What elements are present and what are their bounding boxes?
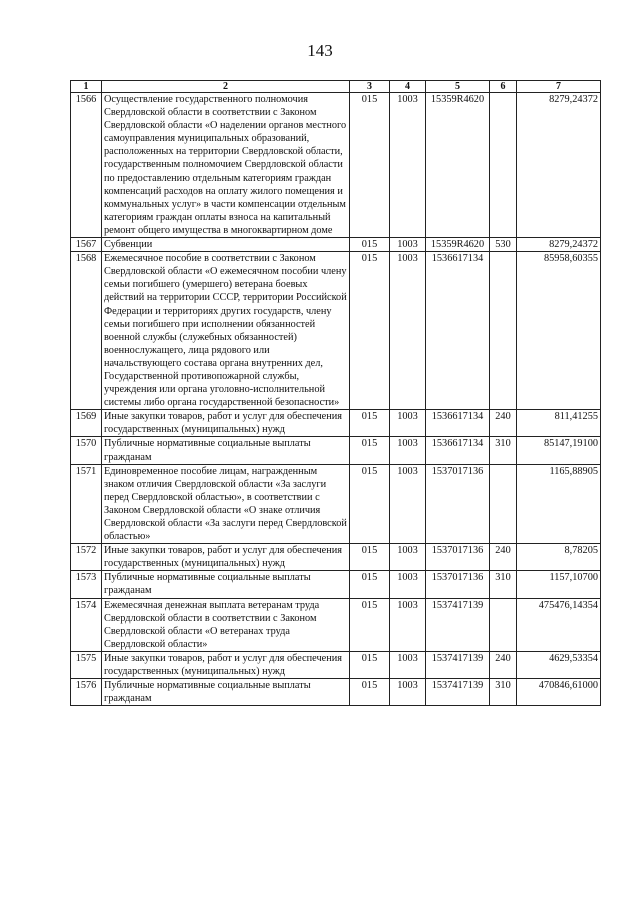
table-row (71, 238, 601, 252)
row-section-code: 1003 (390, 410, 426, 437)
row-amount: 8279,24372 (517, 238, 601, 252)
row-ministry-code: 015 (350, 544, 390, 571)
row-section-code: 1003 (390, 651, 426, 678)
table-row (71, 252, 601, 410)
row-target-code: 1537417139 (426, 651, 490, 678)
row-number: 1572 (71, 544, 102, 571)
col-header-1: 1 (71, 81, 102, 93)
row-name: Единовременное пособие лицам, награжденным знаком отличия Свердловской области «За заслуги перед Свердловской областью», в соответствии с Законом Свердловской области «О знаке отличия Свердловской области «За заслуги перед Свердловской областью» (102, 464, 350, 544)
row-name: Субвенции (102, 238, 350, 252)
row-name: Публичные нормативные социальные выплаты гражданам (102, 679, 350, 706)
row-section-code: 1003 (390, 93, 426, 238)
row-target-code: 1536617134 (426, 437, 490, 464)
row-number: 1575 (71, 651, 102, 678)
row-target-code: 1537017136 (426, 544, 490, 571)
table-row (71, 464, 601, 544)
row-target-code: 1537417139 (426, 598, 490, 651)
budget-table (70, 80, 601, 706)
row-section-code: 1003 (390, 571, 426, 598)
row-expense-type (490, 93, 517, 238)
table-row (71, 571, 601, 598)
row-section-code: 1003 (390, 679, 426, 706)
row-target-code: 1537417139 (426, 679, 490, 706)
row-number: 1566 (71, 93, 102, 238)
row-name: Иные закупки товаров, работ и услуг для обеспечения государственных (муниципальных) нужд (102, 410, 350, 437)
row-amount: 811,41255 (517, 410, 601, 437)
row-amount: 1165,88905 (517, 464, 601, 544)
row-target-code: 15359R4620 (426, 93, 490, 238)
row-name: Иные закупки товаров, работ и услуг для обеспечения государственных (муниципальных) нужд (102, 651, 350, 678)
row-amount: 8,78205 (517, 544, 601, 571)
row-section-code: 1003 (390, 544, 426, 571)
row-ministry-code: 015 (350, 238, 390, 252)
row-expense-type (490, 252, 517, 410)
row-target-code: 15359R4620 (426, 238, 490, 252)
row-section-code: 1003 (390, 437, 426, 464)
row-expense-type: 310 (490, 679, 517, 706)
row-section-code: 1003 (390, 464, 426, 544)
row-number: 1570 (71, 437, 102, 464)
row-number: 1576 (71, 679, 102, 706)
row-amount: 470846,61000 (517, 679, 601, 706)
row-expense-type: 310 (490, 571, 517, 598)
row-ministry-code: 015 (350, 598, 390, 651)
table-row (71, 598, 601, 651)
row-ministry-code: 015 (350, 252, 390, 410)
row-ministry-code: 015 (350, 571, 390, 598)
table-row (71, 651, 601, 678)
col-header-5: 5 (426, 81, 490, 93)
row-expense-type: 240 (490, 410, 517, 437)
row-amount: 4629,53354 (517, 651, 601, 678)
row-expense-type: 310 (490, 437, 517, 464)
row-ministry-code: 015 (350, 679, 390, 706)
row-number: 1573 (71, 571, 102, 598)
row-ministry-code: 015 (350, 464, 390, 544)
row-target-code: 1537017136 (426, 571, 490, 598)
row-number: 1574 (71, 598, 102, 651)
col-header-2: 2 (102, 81, 350, 93)
row-ministry-code: 015 (350, 651, 390, 678)
row-name: Ежемесячная денежная выплата ветеранам труда Свердловской области в соответствии с Законом Свердловской области «О ветеранах труда Свердловской области» (102, 598, 350, 651)
row-expense-type (490, 464, 517, 544)
table-row (71, 437, 601, 464)
table-row (71, 410, 601, 437)
row-ministry-code: 015 (350, 93, 390, 238)
row-expense-type: 240 (490, 651, 517, 678)
header-row (71, 81, 601, 93)
row-amount: 1157,10700 (517, 571, 601, 598)
col-header-3: 3 (350, 81, 390, 93)
row-number: 1567 (71, 238, 102, 252)
page-number: 143 (307, 41, 333, 60)
row-ministry-code: 015 (350, 410, 390, 437)
col-header-7: 7 (517, 81, 601, 93)
row-target-code: 1537017136 (426, 464, 490, 544)
table-row (71, 679, 601, 706)
row-section-code: 1003 (390, 252, 426, 410)
row-name: Публичные нормативные социальные выплаты гражданам (102, 437, 350, 464)
row-target-code: 1536617134 (426, 252, 490, 410)
row-target-code: 1536617134 (426, 410, 490, 437)
row-amount: 8279,24372 (517, 93, 601, 238)
row-amount: 85147,19100 (517, 437, 601, 464)
row-number: 1571 (71, 464, 102, 544)
row-expense-type: 530 (490, 238, 517, 252)
row-name: Осуществление государственного полномочия Свердловской области в соответствии с Законом Свердловской области «О наделении органов местного самоуправления муниципальных образований, расположенных на территории Свердловской области, государственным полномочием Свердловской области по предоставлению отдельным категориям граждан компенсаций расходов на оплату жилого помещения и коммунальных услуг» в части компенсации отдельным категориям граждан оплаты взноса на капитальный ремонт общего имущества в многоквартирном доме (102, 93, 350, 238)
col-header-6: 6 (490, 81, 517, 93)
row-section-code: 1003 (390, 598, 426, 651)
table-row (71, 544, 601, 571)
row-expense-type: 240 (490, 544, 517, 571)
row-name: Иные закупки товаров, работ и услуг для обеспечения государственных (муниципальных) нужд (102, 544, 350, 571)
row-amount: 475476,14354 (517, 598, 601, 651)
row-section-code: 1003 (390, 238, 426, 252)
table-row (71, 93, 601, 238)
row-number: 1569 (71, 410, 102, 437)
row-number: 1568 (71, 252, 102, 410)
row-expense-type (490, 598, 517, 651)
row-name: Публичные нормативные социальные выплаты гражданам (102, 571, 350, 598)
row-amount: 85958,60355 (517, 252, 601, 410)
row-name: Ежемесячное пособие в соответствии с Законом Свердловской области «О ежемесячном пособии члену семьи погибшего (умершего) ветерана боевых действий на территории СССР, территории Российской Федерации и территориях других государств, члену семьи погибшего при исполнении обязанностей военной службы (служебных обязанностей) военнослужащего, лица рядового или начальствующего состава органа внутренних дел, Государственной противопожарной службы, учреждения или органа уголовно-исполнительной системы либо органа государственной безопасности» (102, 252, 350, 410)
col-header-4: 4 (390, 81, 426, 93)
row-ministry-code: 015 (350, 437, 390, 464)
